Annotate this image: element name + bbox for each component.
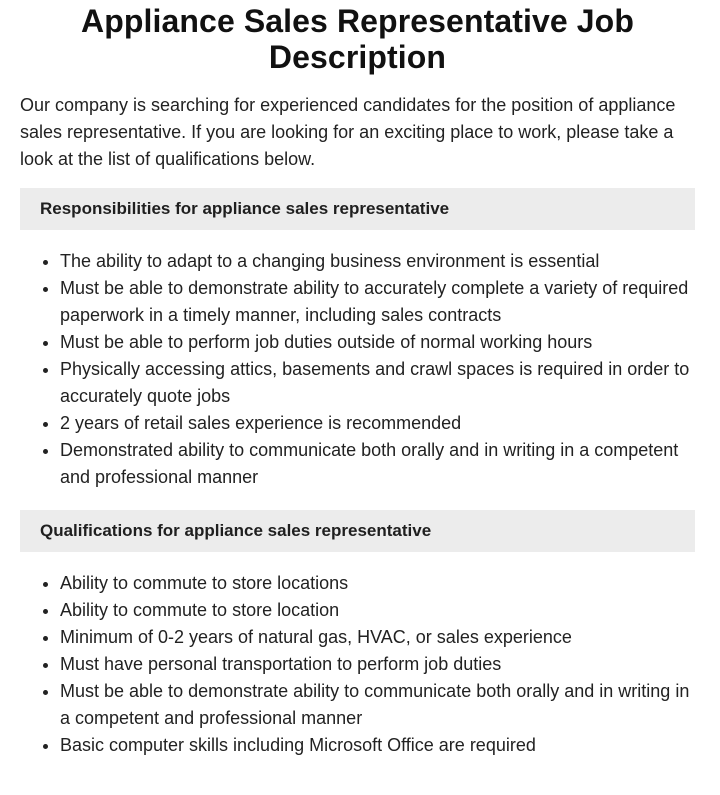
responsibilities-list (20, 248, 695, 491)
list-item: • Minimum of 0-2 years of natural gas, HVAC, or sales experience (60, 624, 695, 651)
qualifications-list (20, 570, 695, 759)
list-item: • Ability to commute to store locations (60, 570, 695, 597)
list-item: • Basic computer skills including Microsoft Office are required (60, 732, 695, 759)
list-item: • Must have personal transportation to perform job duties (60, 651, 695, 678)
page-title: Appliance Sales Representative Job Description (81, 3, 634, 75)
list-item: • The ability to adapt to a changing business environment is essential (60, 248, 695, 275)
list-item: • Must be able to perform job duties outside of normal working hours (60, 329, 695, 356)
qualifications-heading: Qualifications for appliance sales representative (20, 510, 695, 552)
list-item: • Demonstrated ability to communicate both orally and in writing in a competent and professional manner (60, 437, 695, 491)
list-item: • Must be able to demonstrate ability to communicate both orally and in writing in a competent and professional manner (60, 678, 695, 732)
intro-paragraph: Our company is searching for experienced candidates for the position of appliance sales representative. If you are looking for an exciting place to work, please take a look at the list of qualifications below. (20, 95, 676, 169)
list-item: • Must be able to demonstrate ability to accurately complete a variety of required paperwork in a timely manner, including sales contracts (60, 275, 695, 329)
list-item: • 2 years of retail sales experience is recommended (60, 410, 695, 437)
list-item: • Ability to commute to store location (60, 597, 695, 624)
list-item: • Physically accessing attics, basements and crawl spaces is required in order to accurately quote jobs (60, 356, 695, 410)
responsibilities-heading: Responsibilities for appliance sales representative (20, 188, 695, 230)
